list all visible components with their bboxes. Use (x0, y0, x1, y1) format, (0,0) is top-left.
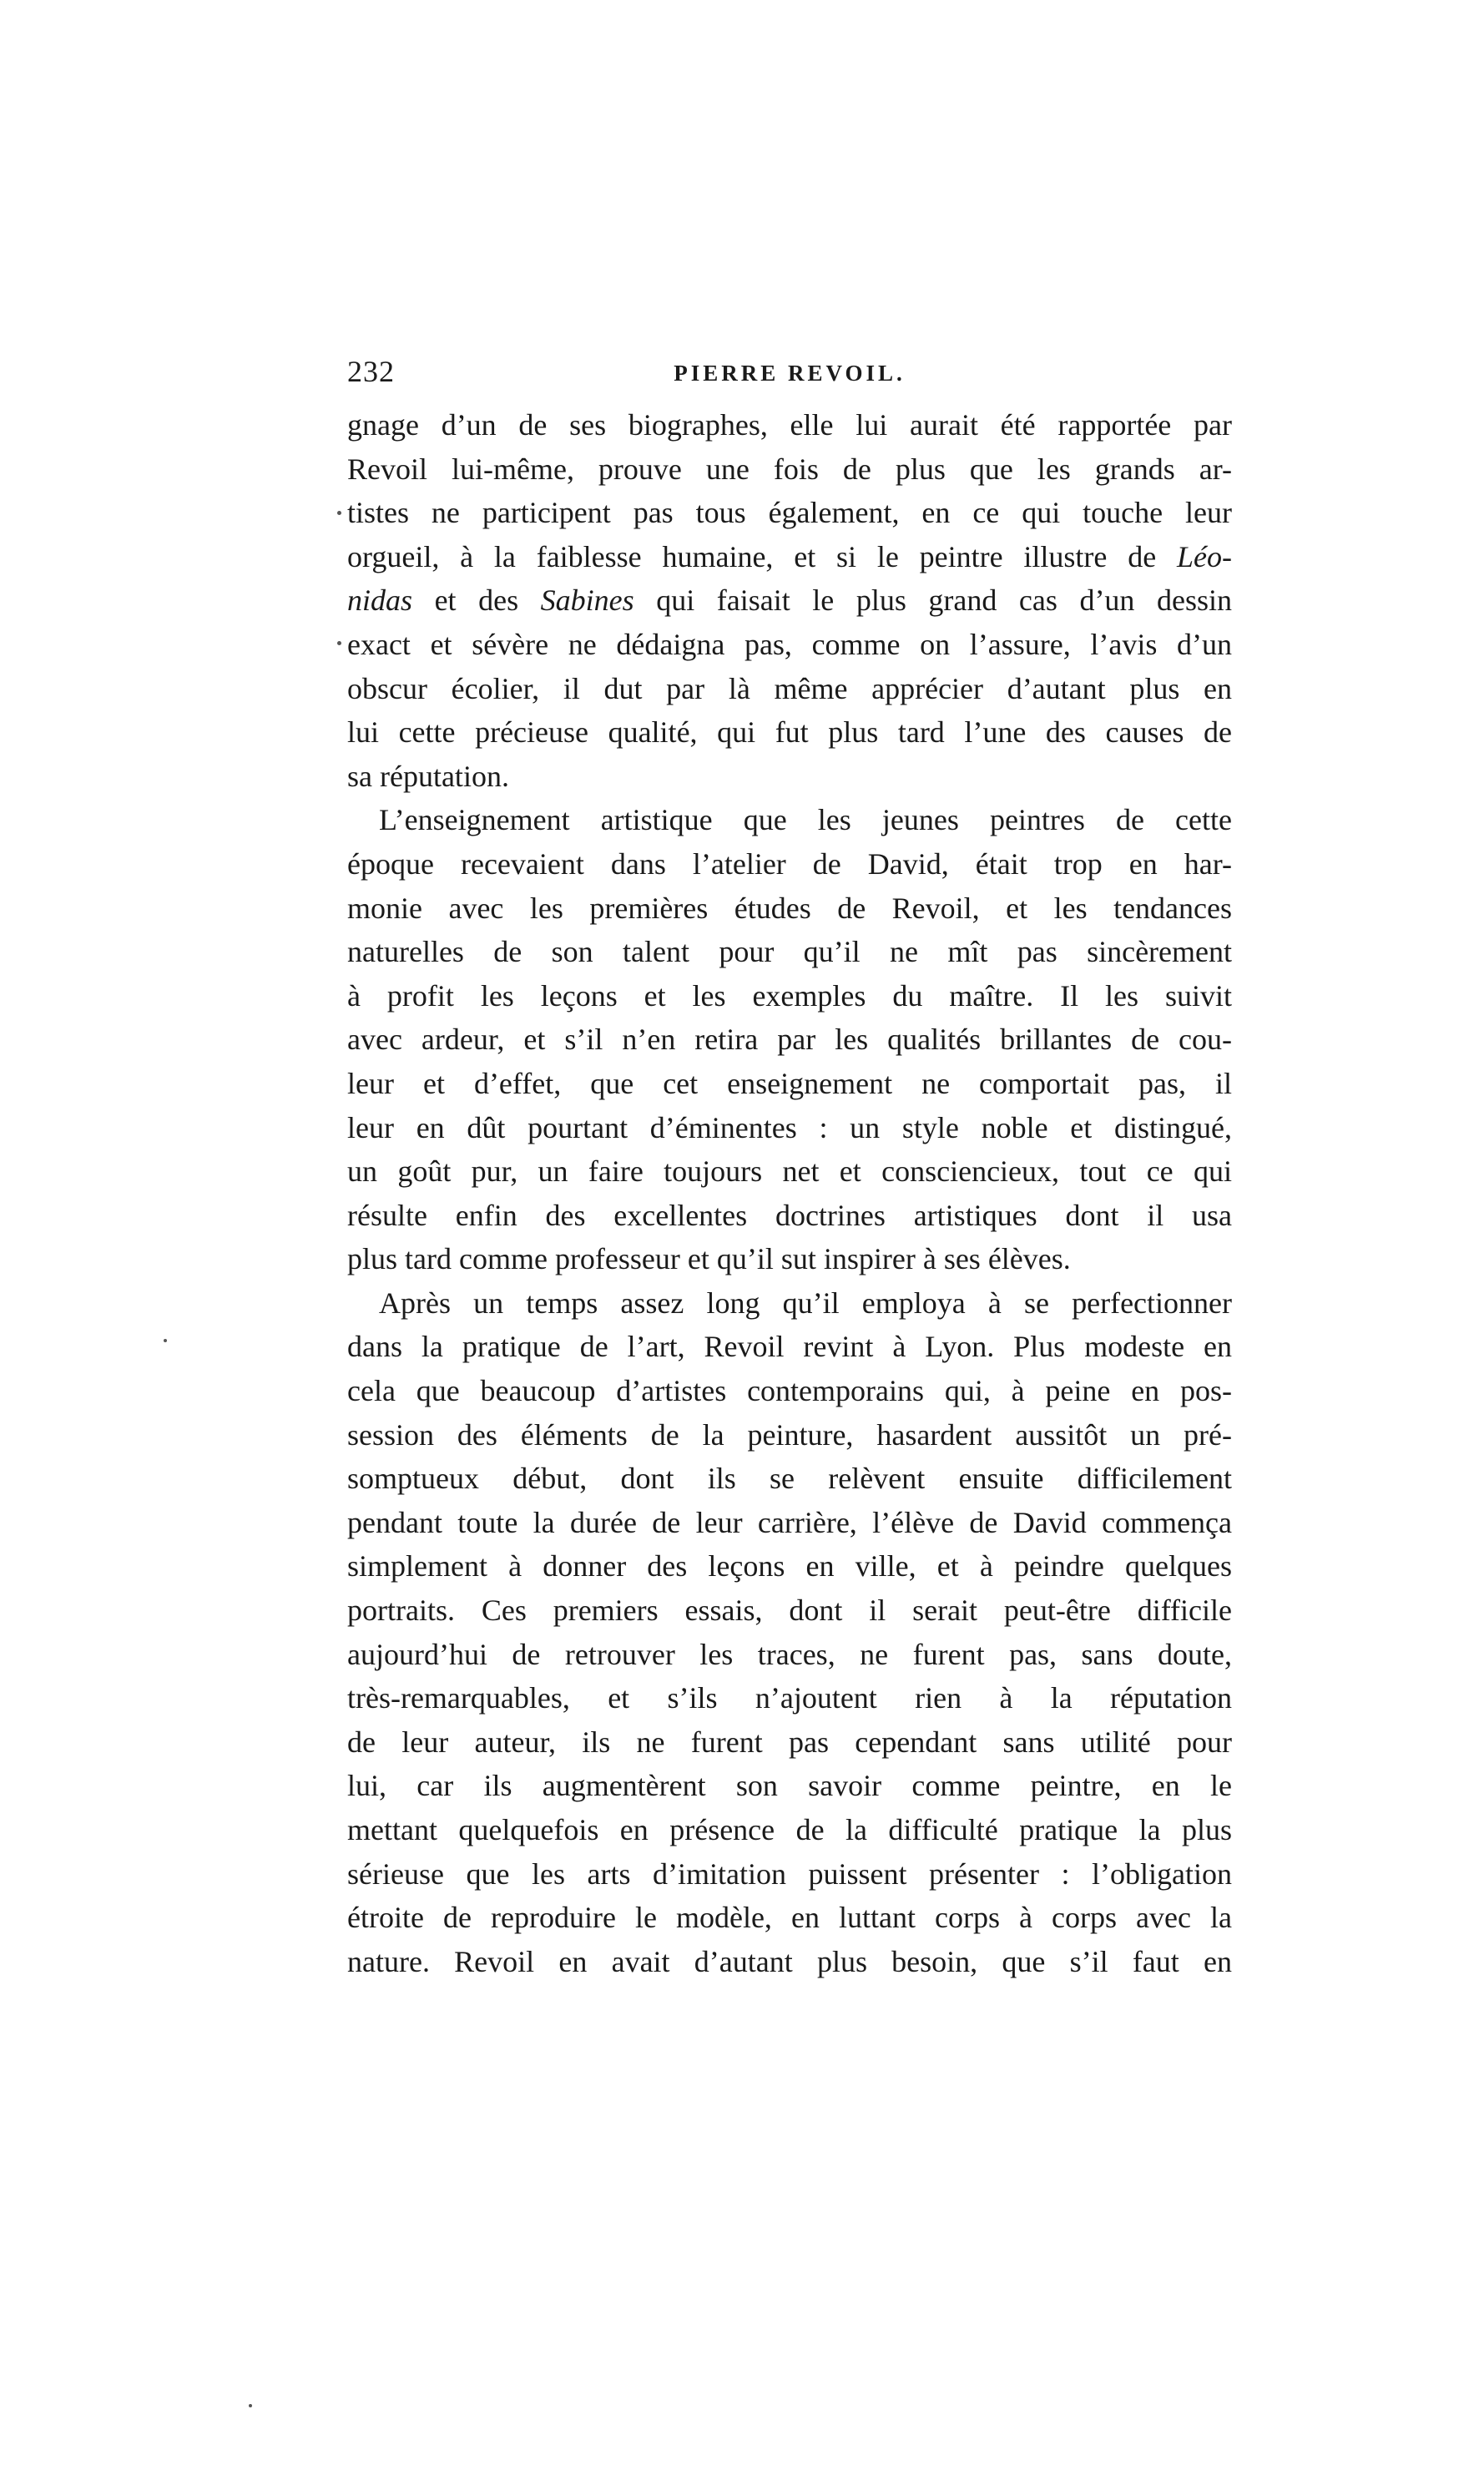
text-line-5-roman-a: et des (412, 583, 541, 618)
text-line-16: leur et d’effet, que cet enseignement ne comportait pas, il (347, 1066, 1232, 1100)
text-line-33: mettant quelquefois en présence de la difficulté pratique la plus (347, 1813, 1232, 1846)
text-line-13: naturelles de son talent pour qu’il ne mît pas sincèrement (347, 935, 1232, 969)
text-line-9: sa réputation. (347, 759, 509, 793)
italic-title-leonidas-end: nidas (347, 583, 413, 618)
text-line-18: un goût pur, un faire toujours net et consciencieux, tout ce qui (347, 1154, 1232, 1189)
text-line-35: étroite de reproduire le modèle, en luttant corps à corps avec la (347, 1901, 1232, 1935)
text-line-22: dans la pratique de l’art, Revoil revint à Lyon. Plus modeste en (347, 1330, 1232, 1364)
text-line-30: très-remarquables, et s’ils n’ajoutent rien à la réputation (347, 1681, 1232, 1715)
text-line-4-roman: orgueil, à la faiblesse humaine, et si le peintre illustre de (347, 539, 1177, 573)
paper-speck (249, 2404, 252, 2407)
text-line-8: lui cette précieuse qualité, qui fut plus tard l’une des causes de (347, 715, 1232, 750)
text-line-21: Après un temps assez long qu’il employa à se perfectionner (379, 1285, 1232, 1320)
paper-speck (337, 511, 341, 515)
text-line-2: Revoil lui-même, prouve une fois de plus que les grands ar- (347, 452, 1232, 486)
text-line-24: session des éléments de la peinture, hasardent aussitôt un pré- (347, 1417, 1232, 1452)
paper-speck (337, 641, 341, 645)
text-line-25: somptueux début, dont ils se relèvent ensuite difficilement (347, 1462, 1232, 1496)
text-line-3: tistes ne participent pas tous également, en ce qui touche leur (347, 496, 1232, 530)
page-header (347, 351, 1232, 392)
text-line-26: pendant toute la durée de leur carrière, l’élève de David commença (347, 1505, 1232, 1539)
text-line-5-roman-b: qui faisait le plus grand cas d’un dessin (633, 583, 1232, 618)
running-title: PIERRE REVOIL. (674, 361, 906, 386)
page-number: 232 (347, 355, 395, 388)
text-line-36: nature. Revoil en avait d’autant plus besoin, que s’il faut en (347, 1944, 1232, 1978)
paper-speck (164, 1339, 167, 1342)
text-line-27: simplement à donner des leçons en ville, et à peindre quelques (347, 1549, 1232, 1583)
text-line-7: obscur écolier, il dut par là même apprécier d’autant plus en (347, 671, 1232, 705)
text-line-19: résulte enfin des excellentes doctrines artistiques dont il usa (347, 1198, 1232, 1232)
text-line-23: cela que beaucoup d’artistes contemporains qui, à peine en pos- (347, 1374, 1232, 1408)
text-line-28: portraits. Ces premiers essais, dont il serait peut-être difficile (347, 1594, 1232, 1628)
text-line-17: leur en dût pourtant d’éminentes : un style noble et distingué, (347, 1110, 1232, 1144)
text-line-31: de leur auteur, ils ne furent pas cependant sans utilité pour (347, 1725, 1232, 1759)
text-line-1: gnage d’un de ses biographes, elle lui aurait été rapportée par (347, 408, 1232, 442)
text-line-34: sérieuse que les arts d’imitation puissent présenter : l’obligation (347, 1856, 1232, 1891)
text-line-5 (347, 578, 1232, 623)
text-line-15: avec ardeur, et s’il n’en retira par les qualités brillantes de cou- (347, 1023, 1232, 1057)
text-line-4 (347, 535, 1232, 579)
text-line-20: plus tard comme professeur et qu’il sut inspirer à ses élèves. (347, 1242, 1071, 1276)
text-line-12: monie avec les premières études de Revoil, et les tendances (347, 891, 1232, 925)
body-text (347, 403, 1232, 1983)
italic-title-sabines: Sabines (540, 583, 634, 618)
text-line-29: aujourd’hui de retrouver les traces, ne furent pas, sans doute, (347, 1637, 1232, 1671)
text-line-6: exact et sévère ne dédaigna pas, comme on l’assure, l’avis d’un (347, 627, 1232, 661)
text-line-32: lui, car ils augmentèrent son savoir comme peintre, en le (347, 1769, 1232, 1803)
text-line-10: L’enseignement artistique que les jeunes peintres de cette (379, 803, 1232, 837)
italic-title-leonidas-start: Léo- (1177, 539, 1232, 573)
text-line-14: à profit les leçons et les exemples du maître. Il les suivit (347, 978, 1232, 1013)
text-line-11: époque recevaient dans l’atelier de David, était trop en har- (347, 846, 1232, 881)
